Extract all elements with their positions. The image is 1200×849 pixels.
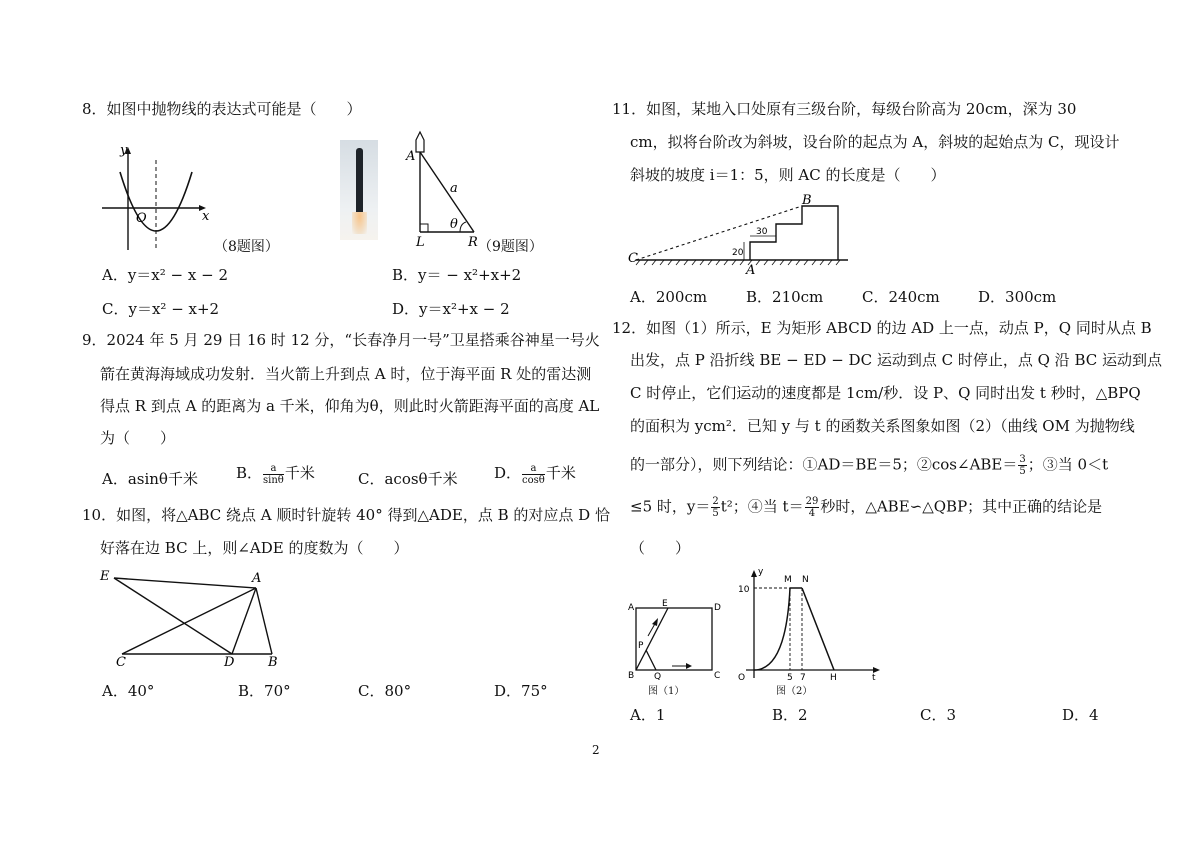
q12-option-a[interactable]: A．1 (630, 706, 666, 724)
tick-7-label: 7 (800, 673, 806, 683)
q8-option-b[interactable]: B．y＝ − x²+x+2 (392, 266, 522, 284)
q12-line-3: C 时停止，它们运动的速度都是 1cm/秒．设 P、Q 同时出发 t 秒时，△BPQ (630, 384, 1141, 402)
q11-line-2: cm，拟将台阶改为斜坡，设台阶的起点为 A，斜坡的起始点为 C，现设计 (630, 133, 1120, 151)
q12-line-7: （ ） (630, 539, 691, 557)
q8-option-c[interactable]: C．y＝x² − x+2 (102, 300, 220, 318)
y-axis-label: y (120, 143, 128, 158)
point-b-label: B (628, 671, 635, 681)
point-a-label: A (746, 263, 756, 278)
stairs-slope-figure (626, 192, 856, 278)
tick-10-label: 10 (738, 585, 750, 595)
step-height-label: 20 (732, 248, 744, 258)
page-number: 2 (592, 743, 600, 757)
q9-option-a[interactable]: A．asinθ千米 (102, 470, 198, 488)
step-depth-label: 30 (756, 227, 768, 237)
origin-label: O (136, 211, 147, 226)
rotation-triangle-figure (100, 568, 290, 668)
radar-triangle-figure (402, 128, 492, 248)
q10-option-a[interactable]: A．40° (102, 682, 155, 700)
point-e-label: E (662, 599, 668, 609)
point-c-label: C (714, 671, 721, 681)
q10-line-2: 好落在边 BC 上，则∠ADE 的度数为（ ） (100, 539, 409, 557)
point-a-label: A (628, 603, 635, 613)
point-r-label: R (468, 235, 478, 250)
function-graph-figure (730, 566, 880, 684)
theta-label: θ (450, 217, 458, 232)
parabola-figure (98, 140, 218, 255)
fig8-caption: （8题图） (214, 239, 279, 255)
q11-option-d[interactable]: D．300cm (978, 288, 1057, 306)
fig2-caption: 图（2） (776, 686, 813, 697)
point-l-label: L (416, 235, 425, 250)
point-n-label: N (802, 575, 809, 585)
q12-option-b[interactable]: B．2 (772, 706, 808, 724)
q9-option-c[interactable]: C．acosθ千米 (358, 470, 458, 488)
q9-line-3: 得点 R 到点 A 的距离为 a 千米，仰角为θ，则此时火箭距海平面的高度 AL (100, 397, 600, 415)
q12-line-6: ≤5 时，y＝ $\frac{2}{5}$ t²；④当 t＝ $\frac{29}{4}$ 秒时，△ABE∽△QBP；其中正确的结论是 (630, 496, 1103, 519)
q12-line-5: 的一部分），则下列结论：①AD＝BE＝5；②cos∠ABE＝ $\frac{3}{5}$ ；③当 0＜t (630, 454, 1109, 477)
y-axis-label: y (758, 567, 764, 577)
point-h-label: H (830, 673, 837, 683)
point-e-label: E (100, 569, 110, 584)
t-axis-label: t (872, 673, 876, 683)
point-m-label: M (784, 575, 792, 585)
q12-option-c[interactable]: C．3 (920, 706, 957, 724)
rocket-photo (340, 140, 378, 240)
rectangle-motion-figure (626, 596, 726, 696)
q8-option-a[interactable]: A．y＝x² − x − 2 (102, 266, 228, 284)
q10-option-d[interactable]: D．75° (494, 682, 548, 700)
q8-stem: 8．如图中抛物线的表达式可能是（ ） (82, 100, 362, 118)
point-a-label: A (406, 149, 416, 164)
q9-line-4: 为（ ） (100, 429, 176, 447)
q11-line-1: 11．如图，某地入口处原有三级台阶，每级台阶高为 20cm，深为 30 (612, 100, 1077, 118)
point-d-label: D (714, 603, 721, 613)
q11-option-c[interactable]: C．240cm (862, 288, 940, 306)
point-q-label: Q (654, 672, 662, 682)
point-p-label: P (638, 641, 644, 651)
q11-option-a[interactable]: A．200cm (630, 288, 708, 306)
point-c-label: C (628, 251, 638, 266)
fig1-caption: 图（1） (648, 686, 685, 697)
point-b-label: B (802, 193, 812, 208)
q9-option-d[interactable]: D． $\frac{a}{\cos\theta}$ 千米 (494, 462, 576, 486)
point-d-label: D (224, 655, 235, 670)
q11-line-3: 斜坡的坡度 i＝1：5，则 AC 的长度是（ ） (630, 166, 946, 184)
q12-line-1: 12．如图（1）所示，E 为矩形 ABCD 的边 AD 上一点，动点 P，Q 同时从点 B (612, 319, 1152, 337)
q12-line-2: 出发，点 P 沿折线 BE − ED − DC 运动到点 C 时停止，点 Q 沿 BC 运动到点 (630, 351, 1162, 369)
side-a-label: a (450, 181, 458, 196)
q12-line-4: 的面积为 ycm²．已知 y 与 t 的函数关系图象如图（2）（曲线 OM 为抛物线 (630, 417, 1135, 435)
q10-line-1: 10．如图，将△ABC 绕点 A 顺时针旋转 40° 得到△ADE，点 B 的对应点 D 恰 (82, 506, 610, 524)
point-c-label: C (116, 655, 126, 670)
q11-option-b[interactable]: B．210cm (746, 288, 824, 306)
fig9-caption: （9题图） (478, 239, 543, 255)
origin-label: O (738, 673, 746, 683)
x-axis-label: x (202, 209, 210, 224)
q8-option-d[interactable]: D．y＝x²+x − 2 (392, 300, 510, 318)
q10-option-b[interactable]: B．70° (238, 682, 291, 700)
q12-option-d[interactable]: D．4 (1062, 706, 1099, 724)
point-a-label: A (252, 571, 262, 586)
point-b-label: B (268, 655, 278, 670)
q9-line-1: 9．2024 年 5 月 29 日 16 时 12 分，“长春净月一号”卫星搭乘谷神星一号火 (82, 331, 600, 349)
q9-option-b[interactable]: B． $\frac{a}{\sin\theta}$ 千米 (236, 462, 315, 486)
q9-line-2: 箭在黄海海域成功发射．当火箭上升到点 A 时，位于海平面 R 处的雷达测 (100, 365, 592, 383)
tick-5-label: 5 (787, 673, 793, 683)
q10-option-c[interactable]: C．80° (358, 682, 412, 700)
